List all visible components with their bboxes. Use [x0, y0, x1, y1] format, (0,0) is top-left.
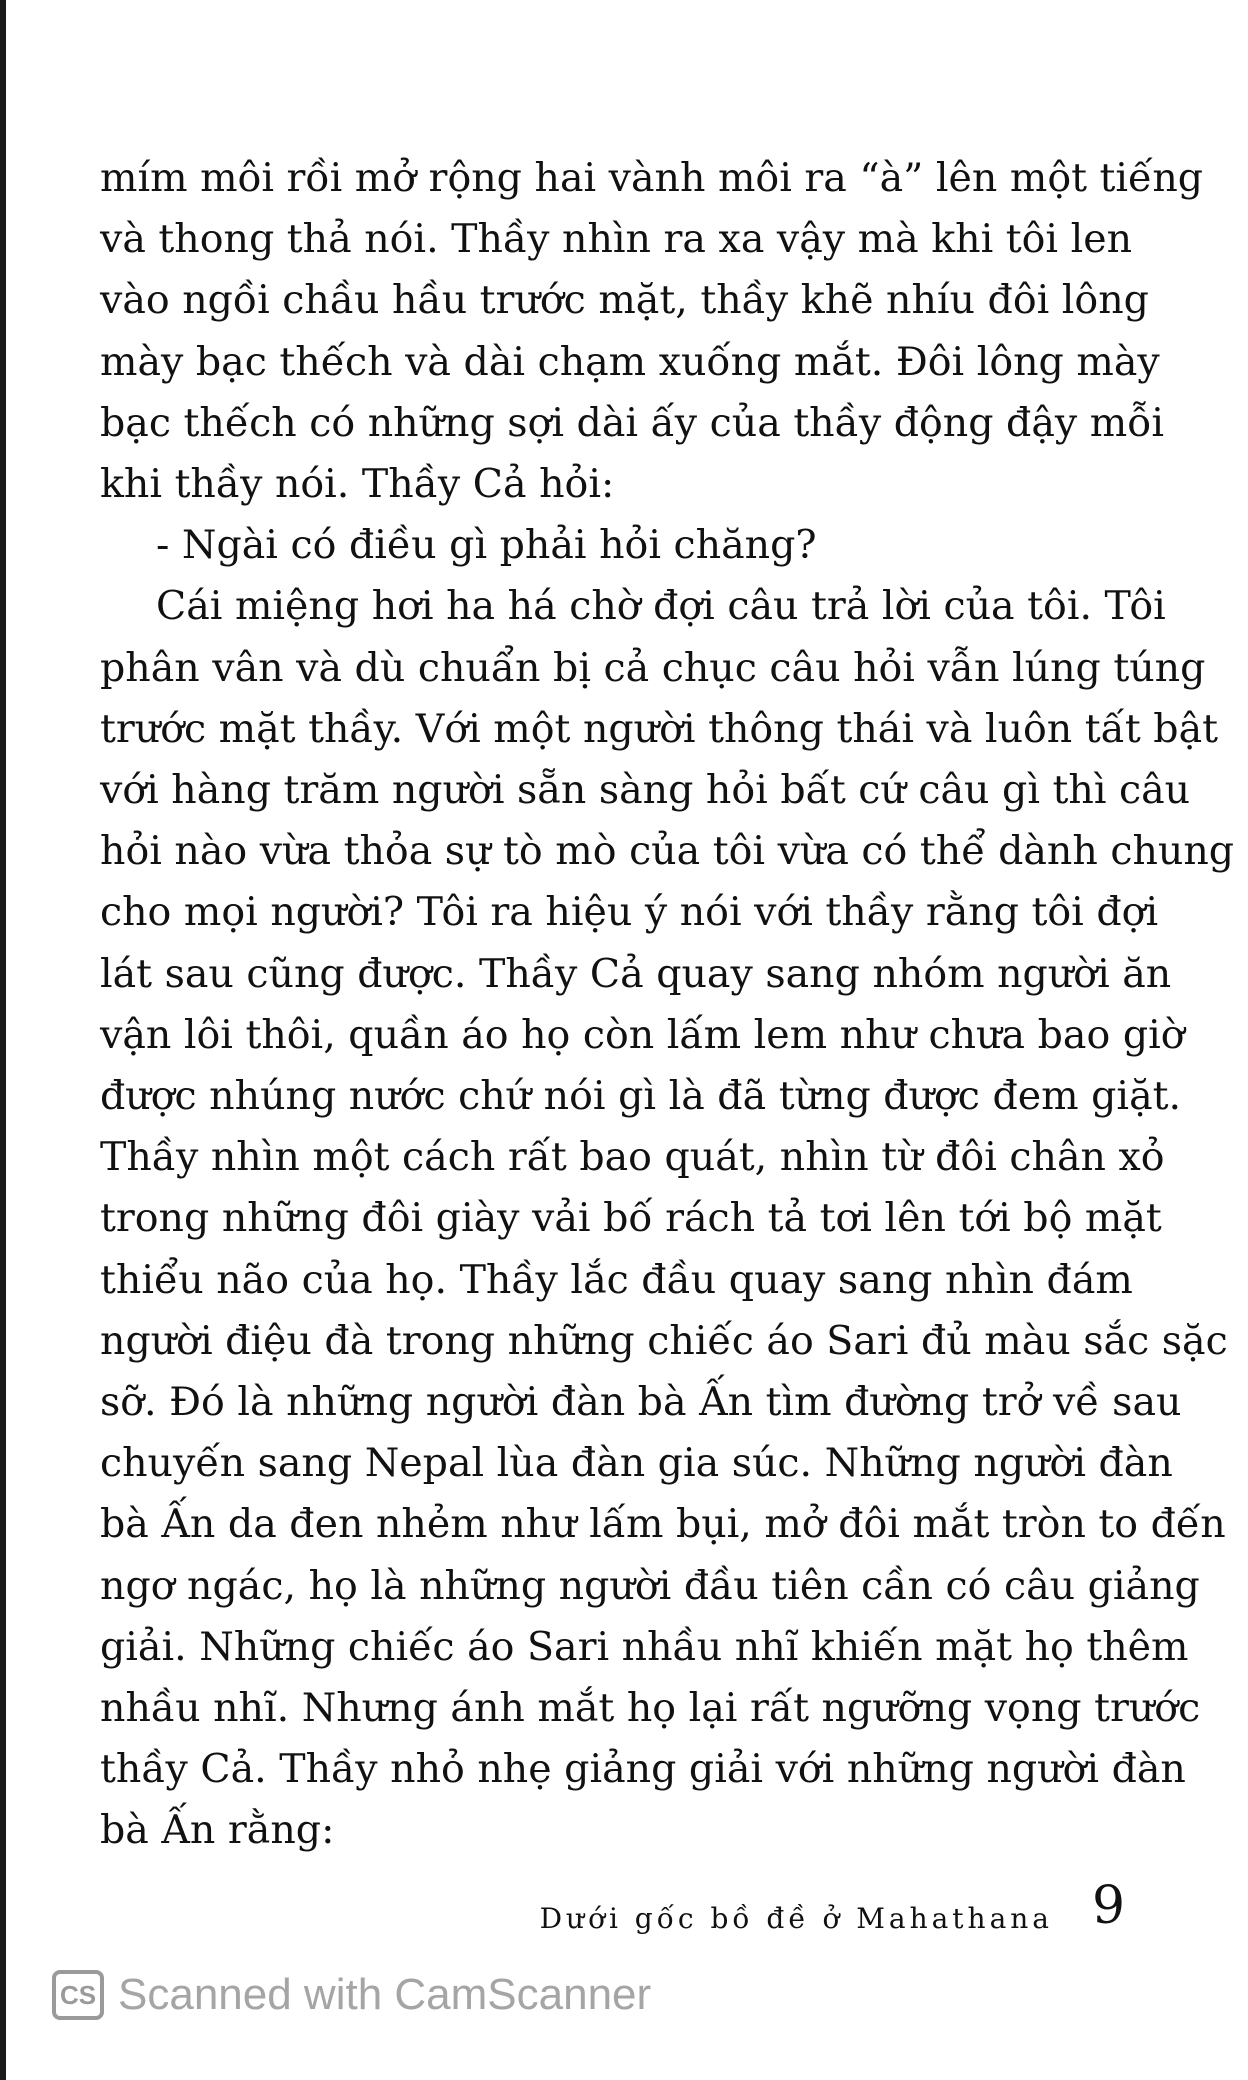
text-line: mím môi rồi mở rộng hai vành môi ra “à” lên một tiếng — [100, 155, 1204, 201]
text-line: Cái miệng hơi ha há chờ đợi câu trả lời của tôi. Tôi — [156, 583, 1166, 630]
text-line: lát sau cũng được. Thầy Cả quay sang nhóm người ăn — [100, 950, 1172, 997]
text-line: và thong thả nói. Thầy nhìn ra xa vậy mà khi tôi len — [100, 216, 1133, 263]
text-line: thiểu não của họ. Thầy lắc đầu quay sang nhìn đám — [100, 1256, 1133, 1303]
text-line: cho mọi người? Tôi ra hiệu ý nói với thầy rằng tôi đợi — [100, 889, 1159, 936]
paragraph-2 — [100, 515, 1110, 576]
text-line: bà Ấn da đen nhẻm như lấm bụi, mở đôi mắt tròn to đến — [100, 1501, 1226, 1548]
text-line: phân vân và dù chuẩn bị cả chục câu hỏi vẫn lúng túng — [100, 644, 1206, 691]
text-line: vào ngồi chầu hầu trước mặt, thầy khẽ nhíu đôi lông — [100, 277, 1149, 324]
text-line: vận lôi thôi, quần áo họ còn lấm lem như chưa bao giờ — [100, 1011, 1185, 1058]
text-line: khi thầy nói. Thầy Cả hỏi: — [100, 461, 615, 508]
page-number: 9 — [1092, 1876, 1126, 1936]
text-line: người điệu đà trong những chiếc áo Sari đủ màu sắc sặc — [100, 1317, 1228, 1364]
text-line: ngơ ngác, họ là những người đầu tiên cần có câu giảng — [100, 1562, 1200, 1609]
page-edge — [0, 0, 6, 2080]
paragraph-1 — [100, 148, 1204, 515]
camscanner-logo-icon: CS — [52, 1970, 104, 2020]
body-text — [100, 148, 1235, 1862]
text-line: thầy Cả. Thầy nhỏ nhẹ giảng giải với những người đàn — [100, 1746, 1186, 1793]
camscanner-watermark — [52, 1970, 651, 2020]
text-line: - Ngài có điều gì phải hỏi chăng? — [156, 522, 817, 569]
paragraph-3 — [100, 576, 1235, 1861]
text-line: hỏi nào vừa thỏa sự tò mò của tôi vừa có thể dành chung — [100, 828, 1235, 875]
text-line: trong những đôi giày vải bố rách tả tơi lên tới bộ mặt — [100, 1195, 1162, 1242]
text-line: giải. Những chiếc áo Sari nhầu nhĩ khiến mặt họ thêm — [100, 1623, 1189, 1670]
text-line: Thầy nhìn một cách rất bao quát, nhìn từ đôi chân xỏ — [100, 1134, 1165, 1181]
watermark-text: Scanned with CamScanner — [118, 1970, 652, 2019]
text-line: với hàng trăm người sẵn sàng hỏi bất cứ câu gì thì câu — [100, 767, 1191, 814]
text-line: trước mặt thầy. Với một người thông thái và luôn tất bật — [100, 705, 1218, 752]
text-line: chuyến sang Nepal lùa đàn gia súc. Những người đàn — [100, 1440, 1173, 1487]
text-line: bà Ấn rằng: — [100, 1807, 335, 1854]
text-line: nhầu nhĩ. Nhưng ánh mắt họ lại rất ngưỡng vọng trước — [100, 1685, 1201, 1732]
running-title: Dưới gốc bồ đề ở Mahathana — [539, 1902, 1053, 1935]
text-line: mày bạc thếch và dài chạm xuống mắt. Đôi lông mày — [100, 338, 1160, 385]
text-line: được nhúng nước chứ nói gì là đã từng được đem giặt. — [100, 1073, 1182, 1120]
text-line: bạc thếch có những sợi dài ấy của thầy động đậy mỗi — [100, 399, 1165, 446]
text-line: sỡ. Đó là những người đàn bà Ấn tìm đường trở về sau — [100, 1379, 1182, 1426]
